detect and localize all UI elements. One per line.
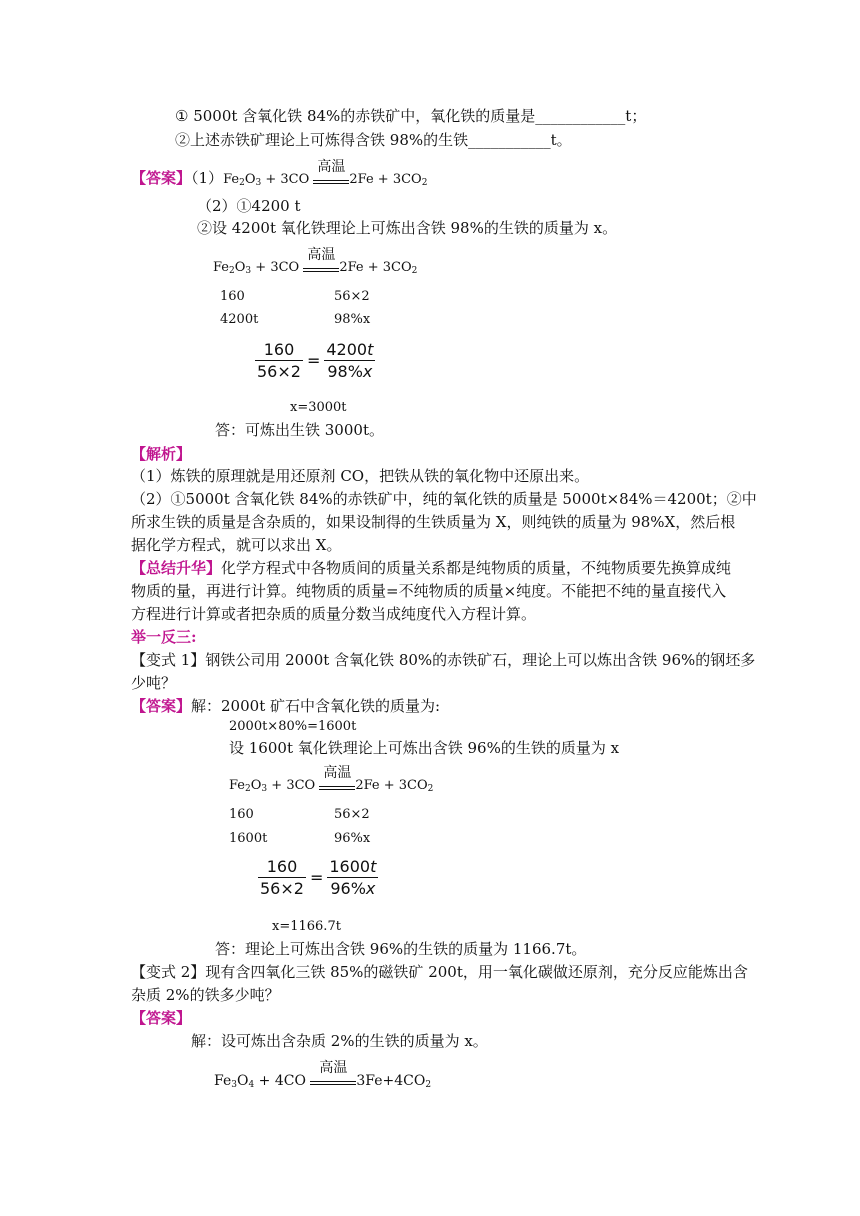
analysis-1: （1）炼铁的原理就是用还原剂 CO，把铁从铁的氧化物中还原出来。 — [131, 467, 590, 485]
mass-ratio-d: 56×2 — [334, 807, 370, 822]
reaction-arrow: 高温 — [313, 171, 349, 189]
given-mass-d: 96%x — [334, 831, 371, 846]
answer-label: 【答案】 — [131, 169, 192, 187]
given-mass-a: 4200t — [220, 312, 259, 327]
given-mass-b: 98%x — [334, 312, 371, 327]
practice-label: 举一反三: — [131, 628, 197, 646]
answer-2b: ②设 4200t 氧化铁理论上可炼出含铁 98%的生铁的质量为 x。 — [197, 219, 618, 237]
mass-ratio-c: 160 — [229, 807, 254, 822]
analysis-label: 【解析】 — [131, 445, 192, 463]
equation-4: $Fe_3O_4 + 4CO$ 高温 $3Fe+4CO_2$ — [214, 1060, 432, 1090]
answer-block-1 — [131, 158, 428, 193]
variant-2-label: 【变式 2】 — [131, 963, 206, 981]
variant-2-question-b: 杂质 2%的铁多少吨？ — [131, 986, 280, 1004]
question-1: ① 5000t 含氧化铁 84%的赤铁矿中，氧化铁的质量是____________t； — [175, 107, 647, 125]
variant-1-answer-c: 设 1600t 氧化铁理论上可炼出含铁 96%的生铁的质量为 x — [229, 739, 620, 757]
variant-1-label: 【变式 1】 — [131, 651, 206, 669]
reply-1: 答：可炼出生铁 3000t。 — [215, 421, 384, 439]
answer-2a: （2）①4200 t — [197, 197, 301, 215]
variant-2-answer-a: 解：设可炼出含杂质 2%的生铁的质量为 x。 — [191, 1032, 488, 1050]
question-2: ②上述赤铁矿理论上可炼得含铁 98%的生铁___________t。 — [175, 131, 572, 149]
summary-3: 方程进行计算或者把杂质的质量分数当成纯度代入方程计算。 — [131, 605, 537, 623]
mass-ratio-b: 56×2 — [334, 289, 370, 304]
equation-2: $Fe_2O_3 + 3CO$ 高温 $2Fe + 3CO_2$ — [213, 246, 418, 276]
proportion-1: $\frac{160}{56\times 2}$ = $\frac{4200t}{98\%x}$ — [257, 340, 374, 381]
variant-2-question: 【变式 2】现有含四氧化三铁 85%的磁铁矿 200t，用一氧化碳做还原剂，充分反应能炼出含 — [131, 963, 748, 981]
equation-1: $Fe_2O_3 + 3CO$ 高温 $2Fe + 3CO_2$ — [223, 158, 428, 188]
solution-x-2: x=1166.7t — [272, 919, 341, 934]
solution-x-1: x=3000t — [290, 400, 347, 415]
answer-1-prefix: （1） — [191, 169, 224, 187]
variant-2-answer-label: 【答案】 — [131, 1009, 192, 1027]
analysis-2a: （2）①5000t 含氧化铁 84%的赤铁矿中，纯的氧化铁的质量是 5000t×84%＝4200t；②中 — [131, 490, 757, 508]
variant-1-answer-b: 2000t×80%=1600t — [229, 719, 357, 734]
analysis-2c: 据化学方程式，就可以求出 X。 — [131, 536, 342, 554]
given-mass-c: 1600t — [229, 831, 268, 846]
variant-1-question: 【变式 1】钢铁公司用 2000t 含氧化铁 80%的赤铁矿石，理论上可以炼出含铁 96%的钢坯多 — [131, 651, 756, 669]
variant-1-question-b: 少吨？ — [131, 674, 177, 692]
variant-1-answer-a: 【答案】解：2000t 矿石中含氧化铁的质量为: — [131, 697, 441, 715]
analysis-2b: 所求生铁的质量是含杂质的，如果设制得的生铁质量为 X，则纯铁的质量为 98%X，然后根 — [131, 513, 736, 531]
equation-3: $Fe_2O_3 + 3CO$ 高温 $2Fe + 3CO_2$ — [229, 764, 434, 794]
proportion-2: $\frac{160}{56\times 2}$ = $\frac{1600t}{96\%x}$ — [260, 857, 377, 898]
summary-2: 物质的量，再进行计算。纯物质的质量=不纯物质的质量×纯度。不能把不纯的量直接代入 — [131, 582, 727, 600]
reaction-arrow: 高温 — [319, 777, 355, 795]
mass-ratio-a: 160 — [220, 289, 245, 304]
summary-label: 【总结升华】 — [131, 559, 222, 577]
reaction-arrow: 高温 — [310, 1072, 356, 1090]
summary-1-line: 【总结升华】化学方程式中各物质间的质量关系都是纯物质的质量，不纯物质要先换算成纯 — [131, 559, 732, 577]
reply-2: 答：理论上可炼出含铁 96%的生铁的质量为 1166.7t。 — [215, 940, 587, 958]
reaction-arrow: 高温 — [303, 259, 339, 277]
